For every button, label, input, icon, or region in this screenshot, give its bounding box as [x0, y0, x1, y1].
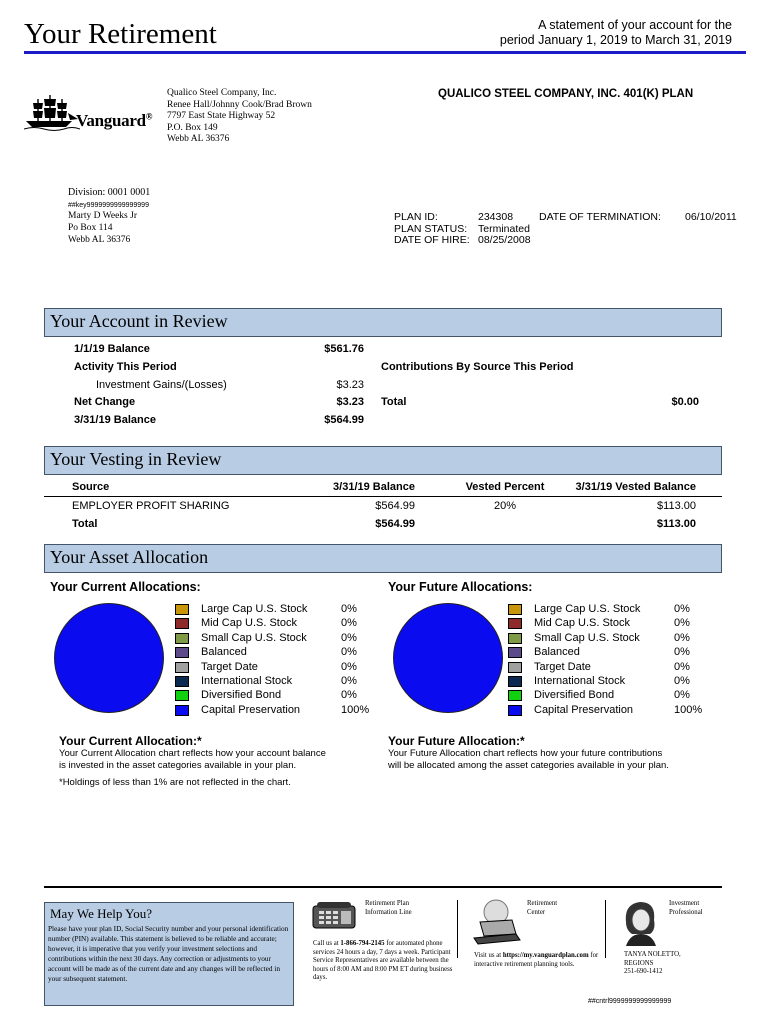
legend-label: Large Cap U.S. Stock [201, 603, 308, 615]
legend-swatch [508, 618, 522, 629]
current-note-title: Your Current Allocation:* [59, 734, 202, 748]
phone-number: 1-866-794-2145 [340, 940, 385, 947]
future-allocation-pie [393, 603, 503, 713]
phone-icon [311, 900, 357, 935]
professional-title: Investment Professional [669, 900, 703, 916]
legend-label: Balanced [534, 646, 580, 659]
center-url-link[interactable]: https://my.vanguardplan.com [502, 952, 589, 959]
gains-value: $3.23 [336, 379, 364, 391]
company-address: Qualico Steel Company, Inc. Renee Hall/Johnny Cook/Brad Brown 7797 East State Highway 52 P.O. Box 149 Webb AL 36376 [167, 88, 312, 145]
phone-text: Call us at 1-866-794-2145 for automated phone services 24 hours a day, 7 days a week. Participant Service Representatives are available between the hours of 8:00 AM and 8:00 PM ET during business days. [313, 940, 453, 982]
plan-info [394, 212, 736, 248]
termination-date-label: DATE OF TERMINATION: [539, 211, 661, 223]
gains-label: Investment Gains/(Losses) [96, 379, 227, 391]
participant-address: Marty D Weeks Jr Po Box 114 Webb AL 36376 [68, 211, 137, 245]
plan-name: QUALICO STEEL COMPANY, INC. 401(K) PLAN [438, 88, 694, 100]
help-title: May We Help You? [50, 906, 152, 921]
legend-percent: 0% [674, 603, 690, 615]
legend-swatch [508, 647, 522, 658]
vesting-total-vested: $113.00 [656, 518, 696, 530]
col-vested-percent: Vested Percent [465, 481, 545, 493]
vesting-review-header: Your Vesting in Review [44, 446, 722, 475]
current-allocation-legend [175, 603, 385, 721]
footer-rule [44, 886, 722, 888]
legend-swatch [508, 633, 522, 644]
footer-divider-1 [457, 900, 458, 958]
professional-contact: TANYA NOLETTO, REGIONS 251-690-1412 [624, 951, 681, 976]
current-note-text: Your Current Allocation chart reflects how your account balance is invested in the asset categories available in your plan. [59, 748, 326, 771]
future-allocation-legend [508, 603, 718, 721]
legend-label: International Stock [201, 675, 293, 687]
contributions-label: Contributions By Source This Period [381, 361, 574, 373]
legend-percent: 100% [674, 703, 703, 716]
col-vested-balance: 3/31/19 Vested Balance [575, 481, 696, 493]
legend-percent: 0% [674, 675, 690, 687]
legend-swatch [175, 662, 189, 673]
vesting-total-balance: $564.99 [375, 518, 415, 530]
legend-percent: 0% [674, 646, 690, 659]
contributions-total-value: $0.00 [671, 396, 699, 408]
activity-label: Activity This Period [74, 361, 177, 373]
asset-allocation-header: Your Asset Allocation [44, 544, 722, 573]
legend-swatch [175, 647, 189, 658]
current-allocation-pie [54, 603, 164, 713]
legend-percent: 0% [341, 603, 357, 615]
legend-label: Capital Preservation [201, 703, 301, 716]
legend-swatch [175, 633, 189, 644]
plan-id: 234308 [478, 211, 514, 223]
legend-swatch [508, 662, 522, 673]
legend-swatch [175, 705, 189, 716]
plan-id-label: PLAN ID: [394, 211, 438, 223]
page-title: Your Retirement [24, 18, 217, 50]
phone-title: Retirement Plan Information Line [365, 900, 412, 916]
legend-label: Target Date [534, 660, 591, 673]
division: Division: 0001 0001 [68, 187, 151, 198]
end-balance-label: 3/31/19 Balance [74, 414, 156, 426]
net-change-value: $3.23 [336, 396, 364, 408]
legend-swatch [508, 690, 522, 701]
current-allocations-title: Your Current Allocations: [50, 580, 201, 594]
legend-swatch [175, 604, 189, 615]
row-balance: $564.99 [375, 500, 415, 512]
future-note-title: Your Future Allocation:* [388, 734, 525, 748]
row-vested-balance: $113.00 [657, 500, 696, 512]
row-source: EMPLOYER PROFIT SHARING [72, 500, 230, 512]
account-review-header: Your Account in Review [44, 308, 722, 337]
legend-percent: 0% [341, 660, 357, 673]
end-balance-value: $564.99 [324, 414, 364, 426]
legend-percent: 0% [674, 689, 690, 702]
legend-percent: 100% [341, 703, 370, 716]
col-source: Source [72, 481, 110, 493]
begin-balance-value: $561.76 [324, 343, 364, 355]
legend-percent: 0% [341, 675, 357, 687]
legend-label: International Stock [534, 675, 626, 687]
legend-percent: 0% [674, 617, 690, 630]
legend-label: Balanced [201, 646, 247, 659]
legend-label: Target Date [201, 660, 258, 673]
legend-swatch [508, 676, 522, 687]
vesting-table-rule [44, 496, 722, 497]
legend-swatch [508, 604, 522, 615]
statement-line-2: period January 1, 2019 to March 31, 2019 [499, 33, 732, 47]
legend-label: Mid Cap U.S. Stock [201, 617, 297, 630]
holdings-note: *Holdings of less than 1% are not reflected in the chart. [59, 777, 291, 788]
begin-balance-label: 1/1/19 Balance [74, 343, 150, 355]
row-vested-percent: 20% [493, 500, 517, 512]
legend-swatch [175, 618, 189, 629]
control-code: ##cntrl9999999999999999 [588, 998, 672, 1005]
net-change-label: Net Change [74, 396, 136, 408]
statement-period [412, 18, 732, 48]
help-text: Please have your plan ID, Social Security number and your personal identification number (PIN) available. This statement is believed to be reliable and accurate; however, it is imperative that you verify your investment selections and contributions within the next 30 days. Any correction or adjustments to your account will be made as of the current date and any changes will be reflected in your subsequent statement. [48, 924, 289, 984]
plan-status: Terminated [478, 222, 530, 235]
legend-label: Capital Preservation [534, 703, 634, 716]
legend-label: Mid Cap U.S. Stock [534, 617, 630, 630]
laptop-icon [472, 898, 522, 951]
legend-label: Diversified Bond [534, 689, 615, 702]
key-code: ##key9999999999999999 [68, 202, 149, 209]
legend-label: Small Cap U.S. Stock [201, 631, 307, 644]
legend-label: Small Cap U.S. Stock [534, 631, 640, 644]
legend-percent: 0% [341, 689, 357, 702]
legend-swatch [508, 705, 522, 716]
header-rule [24, 51, 746, 54]
col-balance: 3/31/19 Balance [333, 481, 415, 493]
termination-date: 06/10/2011 [685, 211, 737, 223]
advisor-portrait-icon [620, 898, 662, 951]
legend-label: Diversified Bond [201, 689, 282, 702]
contributions-total-label: Total [381, 396, 407, 408]
center-title: Retirement Center [527, 900, 558, 916]
future-allocations-title: Your Future Allocations: [388, 580, 533, 594]
legend-percent: 0% [341, 617, 357, 630]
legend-percent: 0% [674, 660, 690, 673]
center-text: Visit us at https://my.vanguardplan.com for interactive retirement planning tools. [474, 952, 599, 968]
future-note-text: Your Future Allocation chart reflects how your future contributions will be allocated among the asset categories available in your plan. [388, 748, 669, 771]
legend-swatch [175, 690, 189, 701]
statement-line-1: A statement of your account for the [538, 18, 732, 32]
legend-swatch [175, 676, 189, 687]
vanguard-logo: Vanguard® [76, 111, 153, 130]
plan-status-label: PLAN STATUS: [394, 222, 468, 235]
hire-date-label: DATE OF HIRE: [394, 234, 470, 246]
legend-percent: 0% [341, 631, 357, 644]
vesting-total-label: Total [72, 518, 98, 530]
legend-percent: 0% [674, 631, 690, 644]
footer-divider-2 [605, 900, 606, 958]
legend-percent: 0% [341, 646, 357, 659]
hire-date: 08/25/2008 [478, 234, 531, 246]
legend-label: Large Cap U.S. Stock [534, 603, 641, 615]
